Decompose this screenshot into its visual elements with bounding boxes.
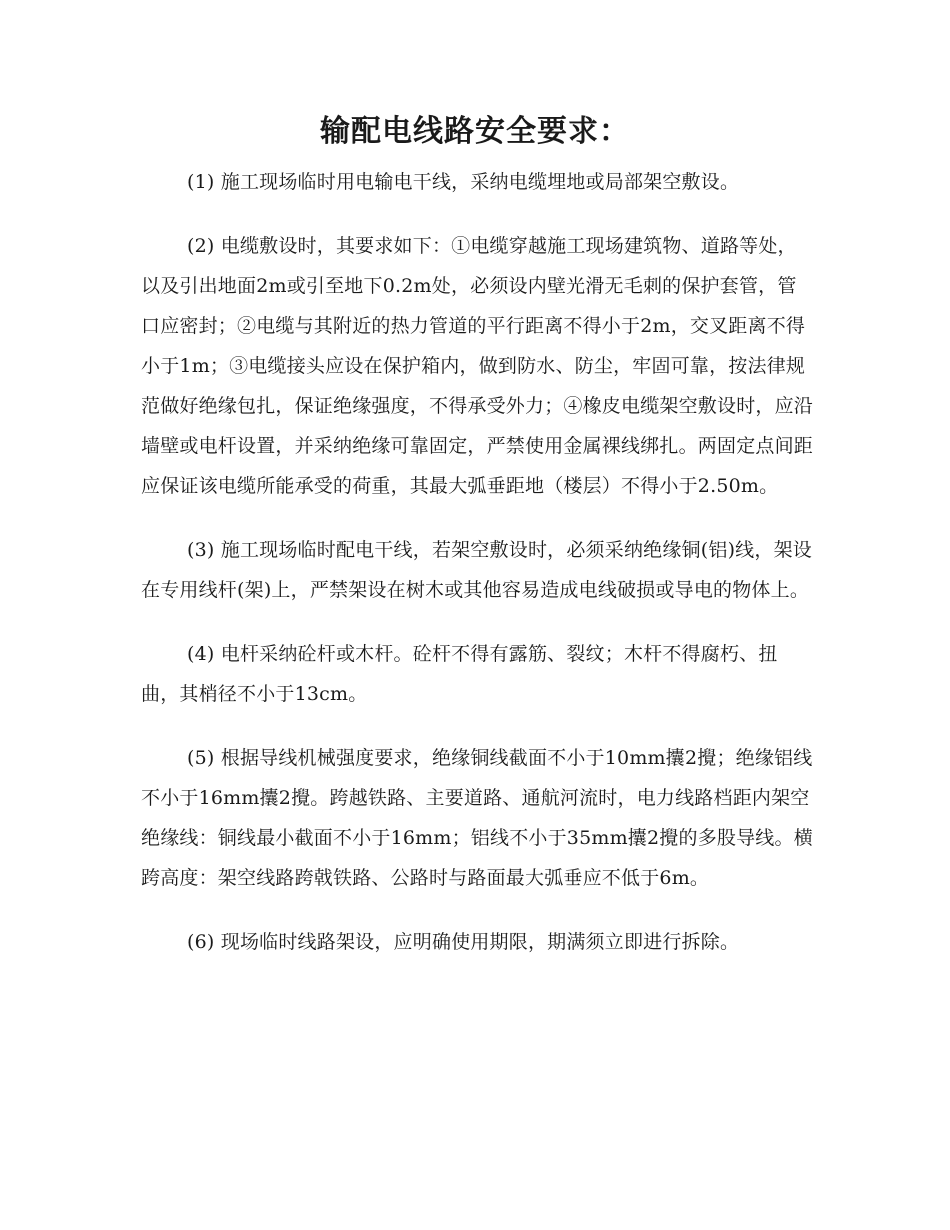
document-body	[141, 162, 813, 986]
paragraph-5: (5) 根据导线机械强度要求，绝缘铜线截面不小于10mm攮2攪；绝缘铝线不小于16mm攮2攪。跨越铁路、主要道路、通航河流时，电力线路档距内架空绝缘线：铜线最小截面不小于16mm；铝线不小于35mm攮2攪的多股导线。横跨高度：架空线路跨戟铁路、公路时与路面最大弧垂应不低于6m。	[141, 747, 813, 889]
paragraph-4: (4) 电杆采纳砼杆或木杆。砼杆不得有露筋、裂纹；木杆不得腐朽、扭曲，其梢径不小于13cm。	[141, 643, 778, 705]
paragraph-2: (2) 电缆敷设时，其要求如下：①电缆穿越施工现场建筑物、道路等处，以及引出地面2m或引至地下0.2m处，必须设内壁光滑无毛刺的保护套管，管口应密封；②电缆与其附近的热力管道的平行距离不得小于2m，交叉距离不得小于1m；③电缆接头应设在保护箱内，做到防水、防尘，牢固可靠，按法律规范做好绝缘包扎，保证绝缘强度，不得承受外力；④橡皮电缆架空敷设时，应沿墙壁或电杆设置，并采纳绝缘可靠固定，严禁使用金属裸线绑扎。两固定点间距应保证该电缆所能承受的荷重，其最大弧垂距地（楼层）不得小于2.50m。	[141, 235, 814, 497]
paragraph-3: (3) 施工现场临时配电干线，若架空敷设时，必须采纳绝缘铜(铝)线，架设在专用线杆(架)上，严禁架设在树木或其他容易造成电线破损或导电的物体上。	[141, 539, 812, 601]
paragraph-6: (6) 现场临时线路架设，应明确使用期限，期满须立即进行拆除。	[187, 931, 740, 953]
document-title: 输配电线路安全要求：	[320, 114, 630, 149]
paragraph-1: (1) 施工现场临时用电输电干线，采纳电缆埋地或局部架空敷设。	[187, 171, 740, 193]
